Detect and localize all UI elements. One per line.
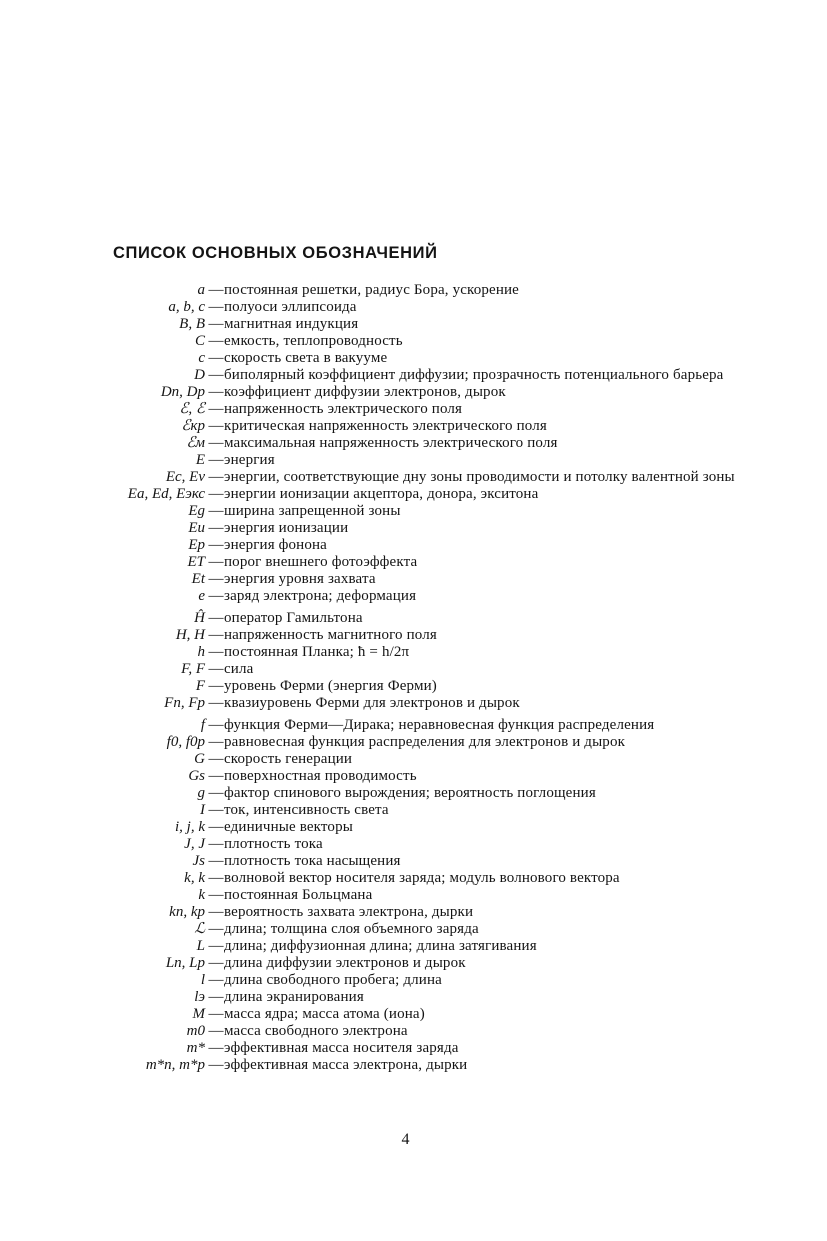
notation-description: энергия фонона bbox=[224, 537, 327, 553]
notation-description: функция Ферми—Дирака; неравновесная функция распределения bbox=[224, 717, 655, 733]
notation-description: оператор Гамильтона bbox=[224, 610, 363, 626]
notation-description: скорость генерации bbox=[224, 751, 353, 767]
notation-symbol: ℒ bbox=[194, 921, 205, 937]
notation-symbol: m*n, m*p bbox=[145, 1057, 205, 1073]
notation-description: постоянная Планка; ħ = h/2π bbox=[224, 644, 410, 660]
dash: — bbox=[208, 644, 224, 660]
notation-entry bbox=[0, 316, 827, 333]
notation-entry bbox=[0, 384, 827, 401]
notation-entry bbox=[0, 350, 827, 367]
notation-description: волновой вектор носителя заряда; модуль волнового вектора bbox=[224, 870, 620, 886]
notation-entry bbox=[0, 610, 827, 627]
notation-symbol: m0 bbox=[186, 1023, 205, 1039]
notation-symbol: Js bbox=[192, 853, 205, 869]
dash: — bbox=[208, 1057, 224, 1073]
notation-symbol: Fn, Fp bbox=[164, 695, 205, 711]
notation-description: масса свободного электрона bbox=[224, 1023, 408, 1039]
notation-symbol: F bbox=[195, 678, 205, 694]
dash: — bbox=[208, 921, 224, 937]
notation-entry bbox=[0, 469, 827, 486]
notation-symbol: Ec, Ev bbox=[165, 469, 205, 485]
notation-entry bbox=[0, 836, 827, 853]
notation-description: энергия ионизации bbox=[224, 520, 349, 536]
notation-symbol: G bbox=[194, 751, 205, 767]
notation-description: длина; диффузионная длина; длина затягивания bbox=[224, 938, 537, 954]
dash: — bbox=[208, 401, 224, 417]
notation-description: напряженность магнитного поля bbox=[224, 627, 437, 643]
dash: — bbox=[208, 785, 224, 801]
notation-description: постоянная Больцмана bbox=[224, 887, 373, 903]
notation-symbol: F, F bbox=[181, 661, 205, 677]
dash: — bbox=[208, 384, 224, 400]
notation-symbol: a bbox=[197, 282, 205, 298]
notation-description: квазиуровень Ферми для электронов и дырок bbox=[224, 695, 520, 711]
notation-description: полуоси эллипсоида bbox=[224, 299, 357, 315]
notation-symbol: ℰ, ℰ bbox=[179, 401, 205, 417]
notation-entry bbox=[0, 627, 827, 644]
notation-symbol: L bbox=[196, 938, 205, 954]
notation-description: вероятность захвата электрона, дырки bbox=[224, 904, 474, 920]
notation-description: масса ядра; масса атома (иона) bbox=[224, 1006, 425, 1022]
dash: — bbox=[208, 717, 224, 733]
dash: — bbox=[208, 1023, 224, 1039]
notation-entry bbox=[0, 734, 827, 751]
dash: — bbox=[208, 435, 224, 451]
dash: — bbox=[208, 904, 224, 920]
dash: — bbox=[208, 853, 224, 869]
notation-description: эффективная масса электрона, дырки bbox=[224, 1057, 468, 1073]
notation-entry bbox=[0, 452, 827, 469]
notation-description: эффективная масса носителя заряда bbox=[224, 1040, 459, 1056]
notation-entry bbox=[0, 503, 827, 520]
dash: — bbox=[208, 938, 224, 954]
notation-description: напряженность электрического поля bbox=[224, 401, 463, 417]
dash: — bbox=[208, 588, 224, 604]
notation-entry bbox=[0, 955, 827, 972]
notation-description: заряд электрона; деформация bbox=[224, 588, 417, 604]
notation-entry bbox=[0, 282, 827, 299]
notation-description: сила bbox=[224, 661, 254, 677]
notation-entry bbox=[0, 938, 827, 955]
notation-entry bbox=[0, 537, 827, 554]
page-title: СПИСОК ОСНОВНЫХ ОБОЗНАЧЕНИЙ bbox=[113, 244, 438, 262]
notation-symbol: l bbox=[200, 972, 205, 988]
notation-description: скорость света в вакууме bbox=[224, 350, 388, 366]
dash: — bbox=[208, 819, 224, 835]
dash: — bbox=[208, 418, 224, 434]
dash: — bbox=[208, 768, 224, 784]
notation-description: уровень Ферми (энергия Ферми) bbox=[224, 678, 437, 694]
dash: — bbox=[208, 870, 224, 886]
notation-symbol: Dn, Dp bbox=[160, 384, 205, 400]
page-number bbox=[0, 1131, 827, 1149]
notation-description: энергии, соответствующие дну зоны проводимости и потолку валентной зоны bbox=[224, 469, 735, 485]
dash: — bbox=[208, 678, 224, 694]
notation-entry bbox=[0, 554, 827, 571]
dash: — bbox=[208, 955, 224, 971]
notation-description: энергия уровня захвата bbox=[224, 571, 376, 587]
notation-symbol: ℰм bbox=[186, 435, 205, 451]
notation-entry bbox=[0, 661, 827, 678]
notation-entry bbox=[0, 1023, 827, 1040]
notation-entry bbox=[0, 418, 827, 435]
notation-entry bbox=[0, 1006, 827, 1023]
notation-entry bbox=[0, 571, 827, 588]
notation-entry bbox=[0, 768, 827, 785]
notation-entry bbox=[0, 989, 827, 1006]
notation-description: длина экранирования bbox=[224, 989, 364, 1005]
notation-entry bbox=[0, 333, 827, 350]
dash: — bbox=[208, 333, 224, 349]
notation-symbol: ℰкр bbox=[181, 418, 205, 434]
dash: — bbox=[208, 282, 224, 298]
dash: — bbox=[208, 486, 224, 502]
dash: — bbox=[208, 610, 224, 626]
dash: — bbox=[208, 469, 224, 485]
notation-entry bbox=[0, 678, 827, 695]
notation-description: емкость, теплопроводность bbox=[224, 333, 403, 349]
notation-symbol: i, j, k bbox=[175, 819, 205, 835]
notation-symbol: J, J bbox=[184, 836, 205, 852]
notation-entry bbox=[0, 819, 827, 836]
notation-description: поверхностная проводимость bbox=[224, 768, 417, 784]
notation-entry bbox=[0, 802, 827, 819]
notation-symbol: H, H bbox=[175, 627, 205, 643]
dash: — bbox=[208, 836, 224, 852]
notation-entry bbox=[0, 588, 827, 605]
notation-description: магнитная индукция bbox=[224, 316, 359, 332]
dash: — bbox=[208, 367, 224, 383]
notation-description: длина свободного пробега; длина bbox=[224, 972, 442, 988]
notation-description: ток, интенсивность света bbox=[224, 802, 389, 818]
dash: — bbox=[208, 1040, 224, 1056]
dash: — bbox=[208, 537, 224, 553]
notation-description: энергии ионизации акцептора, донора, экситона bbox=[224, 486, 539, 502]
notation-symbol: Et bbox=[191, 571, 205, 587]
notation-entry bbox=[0, 367, 827, 384]
notation-symbol: Eи bbox=[188, 520, 205, 536]
notation-symbol: kn, kp bbox=[169, 904, 205, 920]
notation-symbol: Ln, Lp bbox=[165, 955, 205, 971]
notation-entry bbox=[0, 887, 827, 904]
notation-symbol: I bbox=[200, 802, 205, 818]
notation-entry bbox=[0, 486, 827, 503]
notation-symbol: c bbox=[198, 350, 205, 366]
notation-symbol: Gs bbox=[188, 768, 205, 784]
dash: — bbox=[208, 452, 224, 468]
notation-symbol: B, B bbox=[179, 316, 205, 332]
dash: — bbox=[208, 989, 224, 1005]
dash: — bbox=[208, 299, 224, 315]
notation-symbol: E bbox=[195, 452, 205, 468]
dash: — bbox=[208, 627, 224, 643]
notation-entry bbox=[0, 904, 827, 921]
notation-description: длина диффузии электронов и дырок bbox=[224, 955, 466, 971]
notation-description: критическая напряженность электрического поля bbox=[224, 418, 547, 434]
notation-description: плотность тока bbox=[224, 836, 323, 852]
dash: — bbox=[208, 887, 224, 903]
notation-entry bbox=[0, 695, 827, 712]
dash: — bbox=[208, 751, 224, 767]
notation-entry bbox=[0, 401, 827, 418]
notation-description: единичные векторы bbox=[224, 819, 353, 835]
notation-entry bbox=[0, 751, 827, 768]
notation-entry bbox=[0, 853, 827, 870]
notation-symbol: Ep bbox=[188, 537, 205, 553]
notation-entry bbox=[0, 972, 827, 989]
notation-symbol: h bbox=[197, 644, 205, 660]
notation-description: длина; толщина слоя объемного заряда bbox=[224, 921, 479, 937]
dash: — bbox=[208, 571, 224, 587]
notation-entry bbox=[0, 921, 827, 938]
notation-description: коэффициент диффузии электронов, дырок bbox=[224, 384, 506, 400]
notation-symbol: Ĥ bbox=[194, 610, 205, 626]
dash: — bbox=[208, 802, 224, 818]
notation-entry bbox=[0, 870, 827, 887]
notation-description: равновесная функция распределения для электронов и дырок bbox=[224, 734, 626, 750]
dash: — bbox=[208, 316, 224, 332]
notation-symbol: D bbox=[194, 367, 205, 383]
notation-description: биполярный коэффициент диффузии; прозрачность потенциального барьера bbox=[224, 367, 724, 383]
notation-description: энергия bbox=[224, 452, 275, 468]
notation-entry bbox=[0, 1040, 827, 1057]
notation-symbol: ET bbox=[187, 554, 205, 570]
notation-symbol: k, k bbox=[184, 870, 205, 886]
notation-symbol: g bbox=[197, 785, 205, 801]
notation-entry bbox=[0, 785, 827, 802]
notation-symbol: a, b, c bbox=[168, 299, 205, 315]
notation-symbol: e bbox=[198, 588, 205, 604]
dash: — bbox=[208, 1006, 224, 1022]
notation-symbol: m* bbox=[186, 1040, 205, 1056]
notation-entry bbox=[0, 520, 827, 537]
notation-symbol: Ea, Ed, Eэкс bbox=[127, 486, 205, 502]
dash: — bbox=[208, 695, 224, 711]
notation-description: постоянная решетки, радиус Бора, ускорение bbox=[224, 282, 519, 298]
dash: — bbox=[208, 554, 224, 570]
notation-entry bbox=[0, 717, 827, 734]
page-number-text: 4 bbox=[401, 1131, 410, 1148]
notation-entry bbox=[0, 1057, 827, 1074]
notation-symbol: C bbox=[194, 333, 205, 349]
notation-entry bbox=[0, 435, 827, 452]
notation-entry bbox=[0, 644, 827, 661]
notation-list bbox=[0, 282, 827, 1074]
dash: — bbox=[208, 520, 224, 536]
notation-symbol: lэ bbox=[194, 989, 205, 1005]
notation-description: ширина запрещенной зоны bbox=[224, 503, 401, 519]
notation-entry bbox=[0, 299, 827, 316]
dash: — bbox=[208, 350, 224, 366]
dash: — bbox=[208, 661, 224, 677]
dash: — bbox=[208, 734, 224, 750]
dash: — bbox=[208, 503, 224, 519]
notation-symbol: Eg bbox=[188, 503, 205, 519]
notation-description: порог внешнего фотоэффекта bbox=[224, 554, 418, 570]
dash: — bbox=[208, 972, 224, 988]
notation-symbol: f0, f0p bbox=[166, 734, 205, 750]
notation-symbol: M bbox=[192, 1006, 205, 1022]
notation-symbol: f bbox=[200, 717, 205, 733]
notation-description: максимальная напряженность электрического поля bbox=[224, 435, 558, 451]
notation-symbol: k bbox=[198, 887, 205, 903]
notation-description: фактор спинового вырождения; вероятность поглощения bbox=[224, 785, 596, 801]
notation-description: плотность тока насыщения bbox=[224, 853, 401, 869]
